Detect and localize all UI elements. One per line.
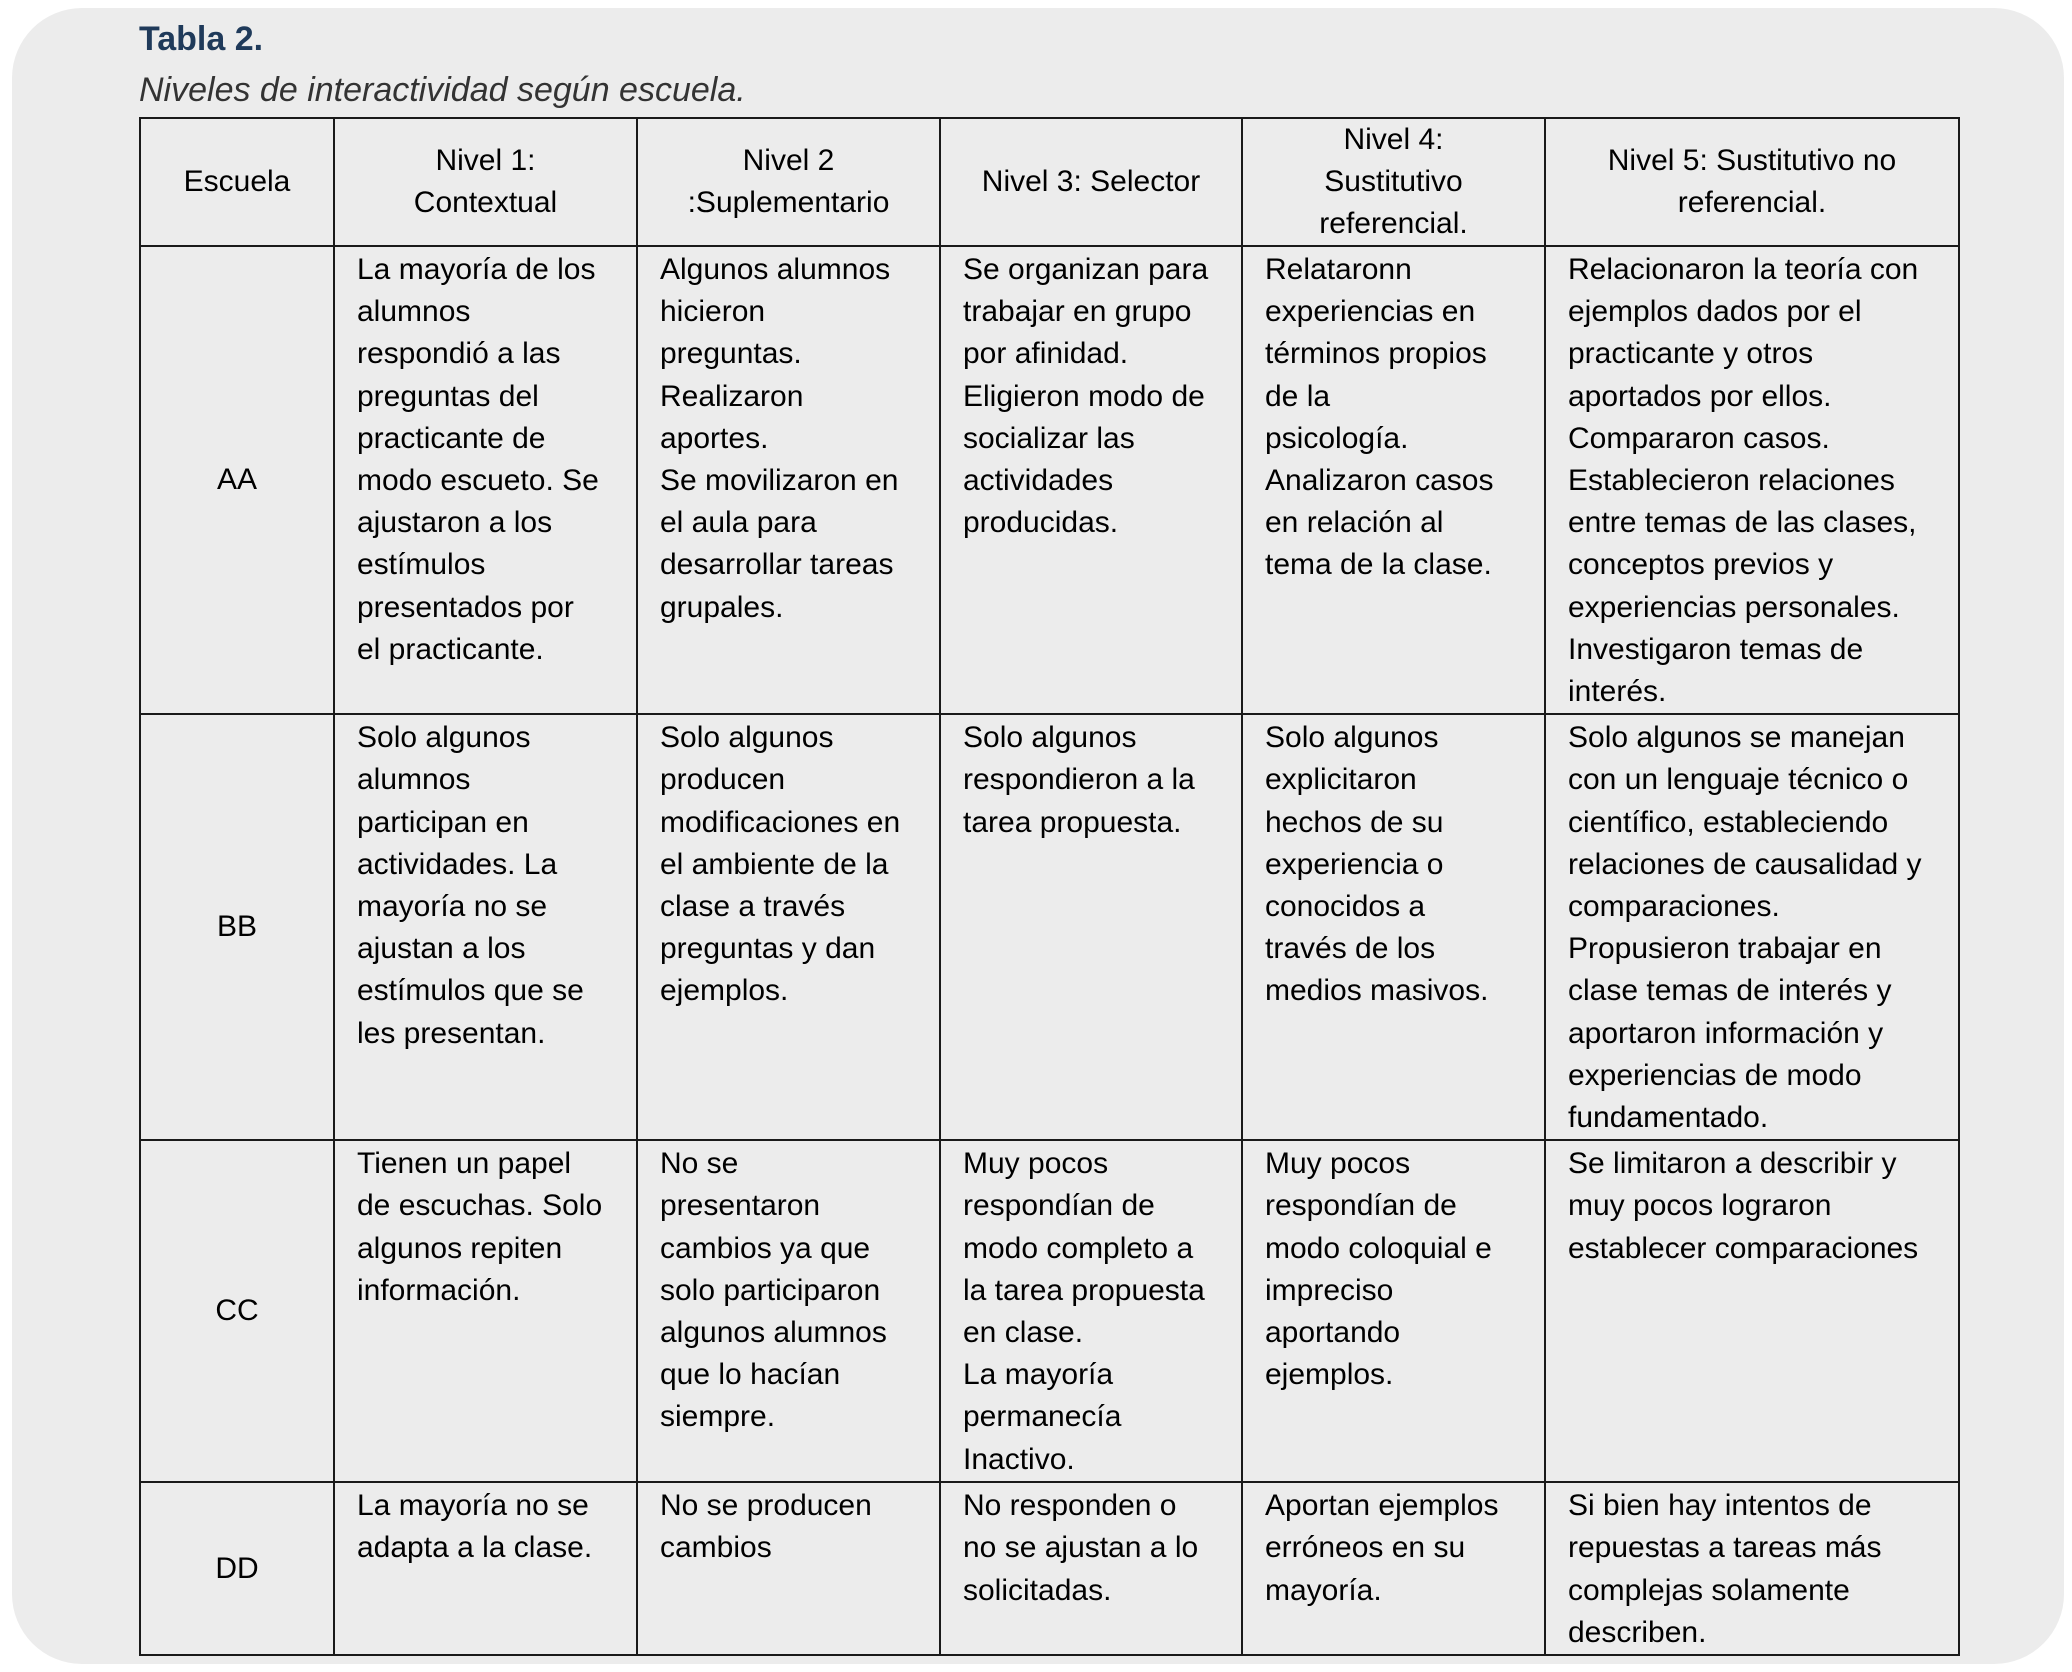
header-row bbox=[140, 118, 1959, 246]
cell-line: presentaron bbox=[660, 1189, 821, 1223]
cell-line: ajustaron a los bbox=[357, 506, 553, 540]
cell-line: ejemplos. bbox=[1265, 1358, 1394, 1392]
interactivity-table bbox=[139, 117, 1960, 1656]
cell-line: repuestas a tareas más bbox=[1568, 1531, 1882, 1565]
cell-line: el aula para bbox=[660, 506, 817, 540]
cell-line: Se organizan para bbox=[963, 253, 1209, 286]
cell-line: Tienen un papel bbox=[357, 1147, 572, 1181]
table-cell bbox=[637, 714, 940, 1140]
cell-line: Solo algunos bbox=[660, 721, 834, 755]
cell-line: Muy pocos bbox=[963, 1147, 1109, 1181]
cell-line: hechos de su bbox=[1265, 805, 1444, 839]
cell-line: Compararon casos. bbox=[1568, 421, 1830, 455]
cell-line: algunos alumnos bbox=[660, 1316, 887, 1350]
cell-line: socializar las bbox=[963, 421, 1135, 455]
cell-line: explicitaron bbox=[1265, 763, 1417, 797]
cell-line: Si bien hay intentos de bbox=[1568, 1489, 1872, 1523]
table-cell bbox=[1242, 1482, 1545, 1655]
cell-line: preguntas y dan bbox=[660, 932, 876, 966]
cell-line: términos propios bbox=[1265, 337, 1487, 371]
cell-line: clase temas de interés y bbox=[1568, 974, 1892, 1008]
table-cell bbox=[1242, 246, 1545, 714]
cell-line: con un lenguaje técnico o bbox=[1568, 763, 1909, 797]
table-cell bbox=[940, 1140, 1242, 1482]
table-cell bbox=[637, 1482, 940, 1655]
table-cell bbox=[940, 1482, 1242, 1655]
cell-line: ejemplos dados por el bbox=[1568, 295, 1862, 329]
cell-line: información. bbox=[357, 1273, 521, 1307]
table-cell bbox=[1545, 246, 1959, 714]
school-cell: AA bbox=[140, 246, 334, 714]
cell-line: practicante de bbox=[357, 421, 546, 455]
cell-line: desarrollar tareas bbox=[660, 548, 894, 582]
school-cell: CC bbox=[140, 1140, 334, 1482]
cell-line: algunos repiten bbox=[357, 1231, 563, 1265]
cell-line: respondían de bbox=[1265, 1189, 1457, 1223]
cell-line: trabajar en grupo bbox=[963, 295, 1192, 329]
header-nivel-5: Nivel 5: Sustitutivo no referencial. bbox=[1545, 118, 1959, 246]
cell-line: alumnos bbox=[357, 295, 471, 329]
cell-line: través de los bbox=[1265, 932, 1436, 966]
cell-line: erróneos en su bbox=[1265, 1531, 1466, 1565]
table-cell bbox=[1545, 1140, 1959, 1482]
cell-line: Eligieron modo de bbox=[963, 379, 1205, 413]
cell-line: presentados por bbox=[357, 590, 574, 624]
table-row bbox=[140, 246, 1959, 714]
cell-line: permanecía bbox=[963, 1400, 1122, 1434]
cell-line: solo participaron bbox=[660, 1273, 881, 1307]
cell-line: preguntas. bbox=[660, 337, 802, 371]
cell-line: modo completo a bbox=[963, 1231, 1194, 1265]
table-cell bbox=[1242, 714, 1545, 1140]
table-title: Niveles de interactividad según escuela. bbox=[139, 71, 746, 109]
cell-line: aportaron información y bbox=[1568, 1016, 1884, 1050]
cell-line: científico, estableciendo bbox=[1568, 805, 1889, 839]
cell-line: tarea propuesta. bbox=[963, 805, 1182, 839]
cell-line: clase a través bbox=[660, 890, 846, 924]
cell-line: en relación al bbox=[1265, 506, 1444, 540]
cell-line: Solo algunos se manejan bbox=[1568, 721, 1905, 755]
cell-line: interés. bbox=[1568, 675, 1667, 709]
cell-line: La mayoría no se bbox=[357, 1489, 589, 1523]
cell-line: tema de la clase. bbox=[1265, 548, 1492, 582]
cell-line: fundamentado. bbox=[1568, 1101, 1769, 1135]
table-row bbox=[140, 1140, 1959, 1482]
cell-line: experiencia o bbox=[1265, 847, 1444, 881]
cell-line: grupales. bbox=[660, 590, 784, 624]
cell-line: adapta a la clase. bbox=[357, 1531, 593, 1565]
cell-line: que lo hacían bbox=[660, 1358, 841, 1392]
cell-line: aportando bbox=[1265, 1316, 1401, 1350]
cell-line: complejas solamente bbox=[1568, 1573, 1850, 1607]
cell-line: establecer comparaciones bbox=[1568, 1231, 1919, 1265]
cell-line: experiencias personales. bbox=[1568, 590, 1900, 624]
cell-line: No se producen bbox=[660, 1489, 872, 1523]
cell-line: el practicante. bbox=[357, 632, 544, 666]
table-row bbox=[140, 1482, 1959, 1655]
cell-line: alumnos bbox=[357, 763, 471, 797]
cell-line: cambios ya que bbox=[660, 1231, 871, 1265]
cell-line: No responden o bbox=[963, 1489, 1177, 1523]
cell-line: Relacionaron la teoría con bbox=[1568, 253, 1919, 286]
cell-line: modo escueto. Se bbox=[357, 464, 599, 498]
table-cell bbox=[1545, 714, 1959, 1140]
cell-line: medios masivos. bbox=[1265, 974, 1489, 1008]
cell-line: psicología. bbox=[1265, 421, 1409, 455]
cell-line: Muy pocos bbox=[1265, 1147, 1411, 1181]
cell-line: respondieron a la bbox=[963, 763, 1195, 797]
cell-line: muy pocos lograron bbox=[1568, 1189, 1832, 1223]
cell-line: Algunos alumnos bbox=[660, 253, 891, 286]
cell-line: mayoría. bbox=[1265, 1573, 1382, 1607]
cell-line: comparaciones. bbox=[1568, 890, 1780, 924]
cell-line: Aportan ejemplos bbox=[1265, 1489, 1499, 1523]
table-cell bbox=[334, 246, 637, 714]
cell-line: modificaciones en bbox=[660, 805, 901, 839]
table-label: Tabla 2. bbox=[139, 20, 264, 58]
cell-line: preguntas del bbox=[357, 379, 539, 413]
cell-line: actividades bbox=[963, 464, 1114, 498]
cell-line: siempre. bbox=[660, 1400, 776, 1434]
cell-line: Investigaron temas de bbox=[1568, 632, 1864, 666]
cell-line: Realizaron bbox=[660, 379, 804, 413]
cell-line: Se movilizaron en bbox=[660, 464, 899, 498]
cell-line: impreciso bbox=[1265, 1273, 1394, 1307]
cell-line: respondían de bbox=[963, 1189, 1155, 1223]
cell-line: no se ajustan a lo bbox=[963, 1531, 1199, 1565]
cell-line: estímulos bbox=[357, 548, 486, 582]
table-cell bbox=[334, 1140, 637, 1482]
table-cell bbox=[637, 1140, 940, 1482]
school-cell: DD bbox=[140, 1482, 334, 1655]
header-escuela: Escuela bbox=[140, 118, 334, 246]
cell-line: Establecieron relaciones bbox=[1568, 464, 1895, 498]
cell-line: ajustan a los bbox=[357, 932, 526, 966]
cell-line: estímulos que se bbox=[357, 974, 584, 1008]
cell-line: por afinidad. bbox=[963, 337, 1129, 371]
cell-line: de la bbox=[1265, 379, 1331, 413]
school-cell: BB bbox=[140, 714, 334, 1140]
cell-line: participan en bbox=[357, 805, 529, 839]
table-cell bbox=[940, 246, 1242, 714]
header-nivel-1: Nivel 1: Contextual bbox=[334, 118, 637, 246]
cell-line: producen bbox=[660, 763, 786, 797]
cell-line: Solo algunos bbox=[357, 721, 531, 755]
table-cell bbox=[1545, 1482, 1959, 1655]
cell-line: Propusieron trabajar en bbox=[1568, 932, 1882, 966]
table-cell bbox=[940, 714, 1242, 1140]
document-page bbox=[12, 8, 2064, 1664]
cell-line: respondió a las bbox=[357, 337, 561, 371]
cell-line: Solo algunos bbox=[963, 721, 1137, 755]
cell-line: aportados por ellos. bbox=[1568, 379, 1832, 413]
header-nivel-4: Nivel 4: Sustitutivo referencial. bbox=[1242, 118, 1545, 246]
header-nivel-2: Nivel 2 :Suplementario bbox=[637, 118, 940, 246]
table-row bbox=[140, 714, 1959, 1140]
cell-line: les presentan. bbox=[357, 1016, 546, 1050]
cell-line: Solo algunos bbox=[1265, 721, 1439, 755]
cell-line: la tarea propuesta bbox=[963, 1273, 1205, 1307]
cell-line: hicieron bbox=[660, 295, 766, 329]
cell-line: La mayoría bbox=[963, 1358, 1114, 1392]
cell-line: cambios bbox=[660, 1531, 772, 1565]
cell-line: aportes. bbox=[660, 421, 769, 455]
header-nivel-3: Nivel 3: Selector bbox=[940, 118, 1242, 246]
cell-line: solicitadas. bbox=[963, 1573, 1112, 1607]
cell-line: producidas. bbox=[963, 506, 1119, 540]
table-cell bbox=[1242, 1140, 1545, 1482]
table-cell bbox=[334, 1482, 637, 1655]
cell-line: Inactivo. bbox=[963, 1442, 1075, 1476]
cell-line: conceptos previos y bbox=[1568, 548, 1834, 582]
cell-line: de escuchas. Solo bbox=[357, 1189, 603, 1223]
cell-line: mayoría no se bbox=[357, 890, 548, 924]
cell-line: experiencias de modo bbox=[1568, 1058, 1862, 1092]
table-cell bbox=[637, 246, 940, 714]
cell-line: practicante y otros bbox=[1568, 337, 1814, 371]
cell-line: Se limitaron a describir y bbox=[1568, 1147, 1897, 1181]
cell-line: modo coloquial e bbox=[1265, 1231, 1492, 1265]
cell-line: describen. bbox=[1568, 1615, 1707, 1649]
cell-line: ejemplos. bbox=[660, 974, 789, 1008]
table-cell bbox=[334, 714, 637, 1140]
cell-line: entre temas de las clases, bbox=[1568, 506, 1917, 540]
cell-line: conocidos a bbox=[1265, 890, 1426, 924]
cell-line: en clase. bbox=[963, 1316, 1084, 1350]
cell-line: Analizaron casos bbox=[1265, 464, 1494, 498]
cell-line: el ambiente de la bbox=[660, 847, 889, 881]
cell-line: actividades. La bbox=[357, 847, 558, 881]
cell-line: Relataronn bbox=[1265, 253, 1412, 286]
cell-line: La mayoría de los bbox=[357, 253, 596, 286]
cell-line: No se bbox=[660, 1147, 739, 1181]
cell-line: experiencias en bbox=[1265, 295, 1476, 329]
cell-line: relaciones de causalidad y bbox=[1568, 847, 1922, 881]
